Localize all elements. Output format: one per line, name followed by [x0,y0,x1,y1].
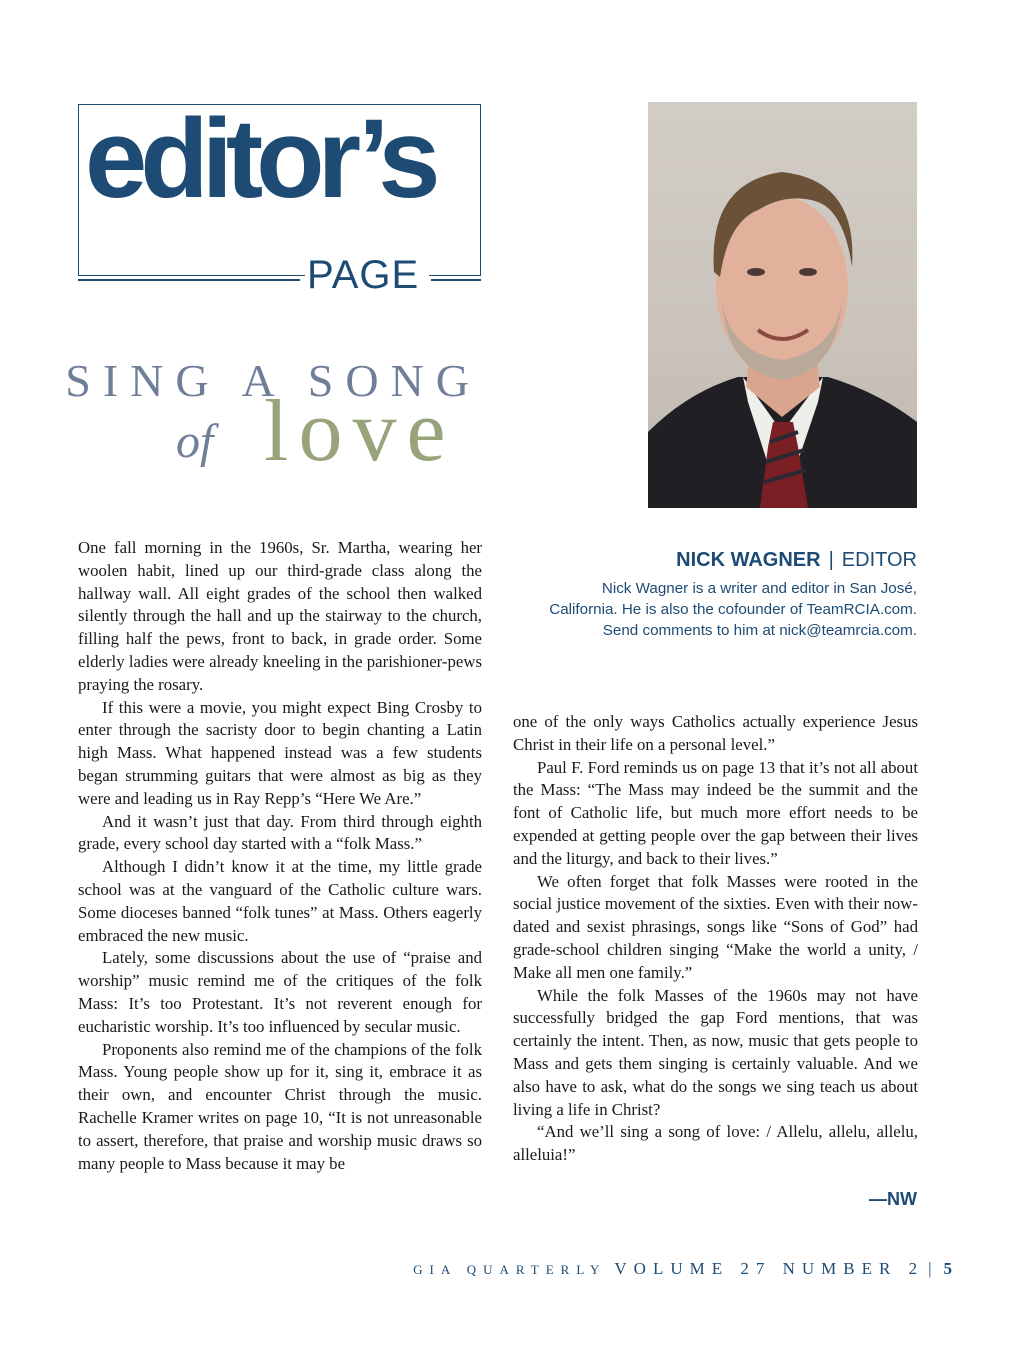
paragraph: If this were a movie, you might expect Bing Crosby to enter through the sacristy door to begin chanting a Latin high Mass. What happened instead was a few students began strumming guitars that were almost as big as they were and leading us in Ray Repp’s “Here We Are.” [78,697,482,808]
masthead-subtitle-row [79,253,480,297]
paragraph: Paul F. Ford reminds us on page 13 that it’s not all about the Mass: “The Mass may indeed be the summit and the font of Catholic life, but much more effort needs to be expended at getting people over the gap between their lives and the liturgy, and back to their lives.” [513,757,918,868]
footer-publication: GIA QUARTERLY [413,1262,607,1277]
author-role: EDITOR [841,549,917,571]
paragraph: “And we’ll sing a song of love: / Allelu, allelu, allelu, alleluia!” [513,1122,918,1165]
page-footer [413,1260,952,1278]
masthead-rule-left [78,279,300,281]
paragraph: We often forget that folk Masses were rooted in the social justice movement of the sixties. Even with their now-dated and sexist phrasings, songs like “Sons of God” had grade-school children singing “Make the world a unity, / Make all men one family.” [513,871,918,982]
paragraph: Proponents also remind me of the champions of the folk Mass. Young people show up for it, sing it, embrace it as their own, and encounter Christ through the music. Rachelle Kramer writes on page 10, “It is not unreasonable to assert, therefore, that praise and worship music draws so many people to Mass because it may be [78,1039,482,1173]
paragraph: Although I didn’t know it at the time, my little grade school was at the vanguard of the Catholic culture wars. Some dioceses banned “folk tunes” at Mass. Others eagerly embraced the new music. [78,857,482,945]
paragraph: And it wasn’t just that day. From third through eighth grade, every school day started with a “folk Mass.” [78,811,482,854]
masthead-subtitle: PAGE [305,255,429,295]
headline-line1: SING A SONG [65,355,481,406]
footer-volume: VOLUME 27 NUMBER 2 [614,1259,925,1278]
paragraph: one of the only ways Catholics actually experience Jesus Christ in their life on a personal level.” [513,712,918,754]
byline [537,548,917,641]
page-number: 5 [943,1259,952,1278]
headline-love: love [264,383,456,480]
signature: —NW [869,1189,917,1209]
masthead-title: editor’s [85,96,434,221]
article-column-right [513,711,918,1167]
author-bio: Nick Wagner is a writer and editor in San José, California. He is also the cofounder of TeamRCIA.com. Send comments to him at nick@teamrcia.com. [549,580,917,639]
paragraph: One fall morning in the 1960s, Sr. Martha, wearing her woolen habit, lined up our third-grade class along the hallway wall. All eight grades of the school then walked silently through the hall and up the stairway to the church, filling half the pews, front to back, in grade order. Some elderly ladies were already kneeling in the parishioner-pews praying the rosary. [78,538,482,694]
byline-separator: | [828,549,834,571]
author-name: NICK WAGNER [676,549,821,571]
paragraph: Lately, some discussions about the use of “praise and worship” music remind me of the critiques of the folk Mass: It’s too Protestant. It’s not reverent enough for eucharistic worship. It’s too influenced by secular music. [78,948,482,1036]
headline-of: of [176,415,214,468]
article-column-left [78,537,482,1175]
portrait-illustration [648,102,917,508]
paragraph: While the folk Masses of the 1960s may not have successfully bridged the gap Ford mentions, that was certainly the intent. Then, as now, music that gets people to Mass and gets them singing is certainly valuable. And we also have to ask, what do the songs we sing teach us about living a life in Christ? [513,985,918,1119]
byline-header [537,548,917,572]
masthead-rule-right [431,279,481,281]
editor-portrait-photo [648,102,917,508]
footer-separator: | [928,1259,932,1278]
masthead-box [78,96,481,297]
